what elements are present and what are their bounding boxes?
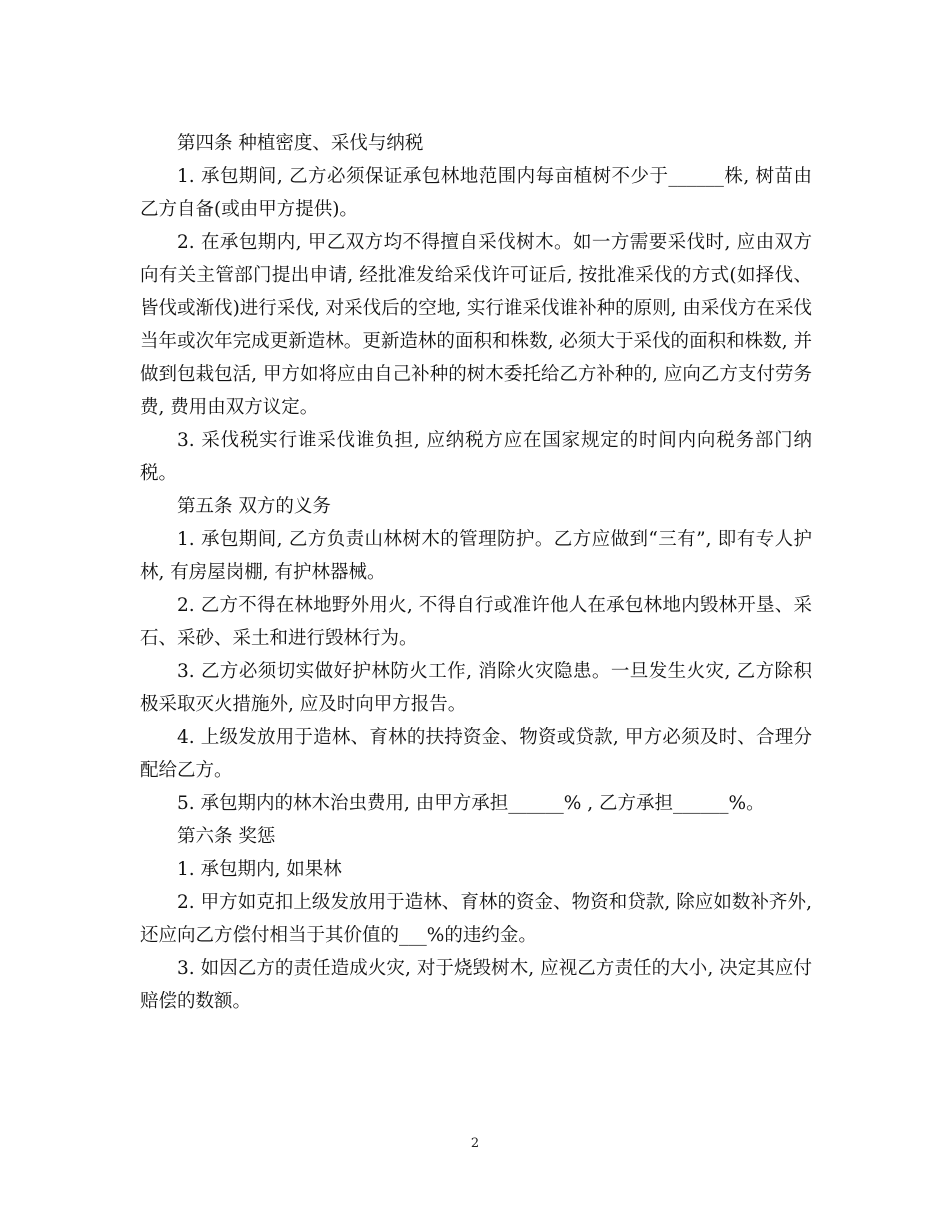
paragraph-5-1: 1. 承包期间, 乙方负责山林树木的管理防护。乙方应做到“三有”, 即有专人护林, 有房屋岗棚, 有护林器械。: [140, 529, 812, 583]
paragraph-5-3: 3. 乙方必须切实做好护林防火工作, 消除火灾隐患。一旦发生火灾, 乙方除积极采取灭火措施外, 应及时向甲方报告。: [140, 661, 812, 715]
paragraph-6-2: 2. 甲方如克扣上级发放用于造林、育林的资金、物资和贷款, 除应如数补齐外, 还应向乙方偿付相当于其价值的___%的违约金。: [140, 892, 812, 946]
paragraph-6-3: 3. 如因乙方的责任造成火灾, 对于烧毁树木, 应视乙方责任的大小, 决定其应付赔偿的数额。: [140, 958, 812, 1012]
paragraph-6-1: 1. 承包期内, 如果林: [177, 859, 342, 880]
section-heading-article-5: 第五条 双方的义务: [177, 496, 331, 517]
paragraph-5-4: 4. 上级发放用于造林、育林的扶持资金、物资或贷款, 甲方必须及时、合理分配给乙方。: [140, 727, 812, 781]
paragraph-4-2: 2. 在承包期内, 甲乙双方均不得擅自采伐树木。如一方需要采伐时, 应由双方向有关主管部门提出申请, 经批准发给采伐许可证后, 按批准采伐的方式(如择伐、皆伐或渐伐)进行采伐, 对采伐后的空地, 实行谁采伐谁补种的原则, 由采伐方在采伐当年或次年完成更新造林。更新造林的面积和株数, 必须大于采伐的面积和株数, 并做到包栽包活, 甲方如将应由自己补种的树木委托给乙方补种的, 应向乙方支付劳务费, 费用由双方议定。: [140, 232, 812, 418]
paragraph-5-2: 2. 乙方不得在林地野外用火, 不得自行或准许他人在承包林地内毁林开垦、采石、采砂、采土和进行毁林行为。: [140, 595, 812, 649]
section-heading-article-4: 第四条 种植密度、采伐与纳税: [177, 133, 424, 154]
document-body: [140, 127, 812, 1018]
section-heading-article-6: 第六条 奖惩: [177, 826, 276, 847]
paragraph-4-1: 1. 承包期间, 乙方必须保证承包林地范围内每亩植树不少于______株, 树苗由乙方自备(或由甲方提供)。: [140, 166, 812, 220]
paragraph-5-5: 5. 承包期内的林木治虫费用, 由甲方承担______% , 乙方承担______%。: [177, 793, 765, 814]
page-number: 2: [470, 1136, 480, 1151]
paragraph-4-3: 3. 采伐税实行谁采伐谁负担, 应纳税方应在国家规定的时间内向税务部门纳税。: [140, 430, 812, 484]
